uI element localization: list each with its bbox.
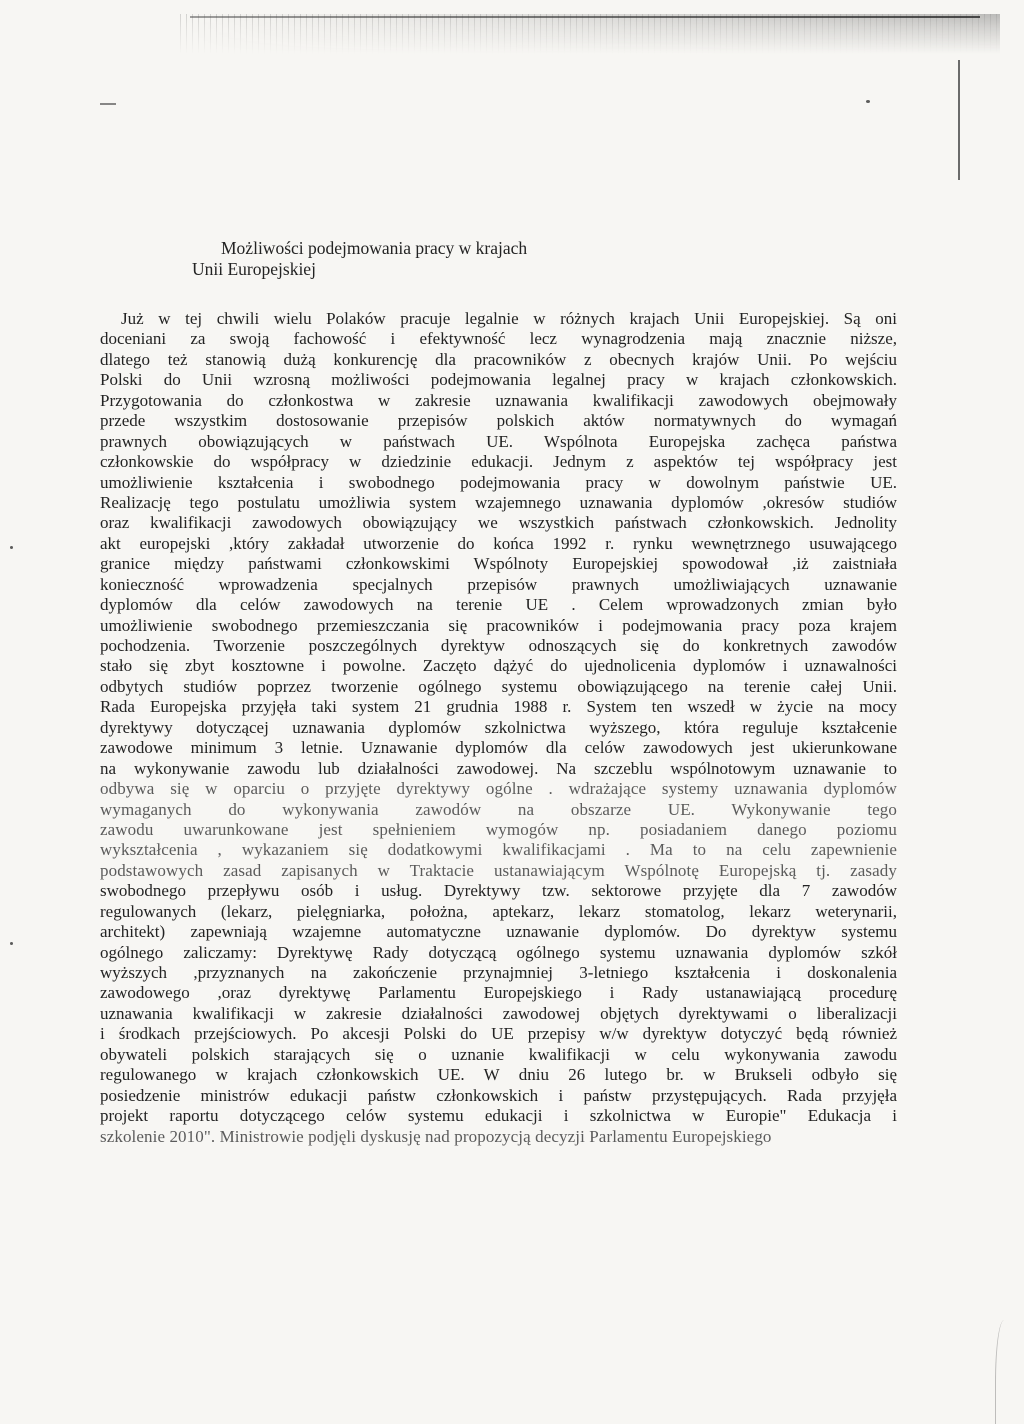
body-line: pochodzenia. Tworzenie poszczególnych dyrektyw odnoszących się do konkretnych zawodów [100, 636, 897, 655]
body-line: szkolenie 2010". Ministrowie podjęli dyskusję nad propozycją decyzji Parlamentu Europejskiego [100, 1126, 772, 1146]
body-line: konieczność wprowadzenia specjalnych przepisów prawnych umożliwiających uznawanie [100, 574, 897, 594]
body-line: dyplomów dla celów zawodowych na terenie UE . Celem wprowadzonych zmian było [100, 595, 897, 615]
body-line: akt europejski ,który zakładał utworzenie do końca 1992 r. rynku wewnętrznego usuwającego [100, 533, 897, 553]
body-line: zawodowe minimum 3 letnie. Uznawanie dyplomów dla celów zawodowych jest ukierunkowane [100, 738, 897, 758]
body-line: uznawania kwalifikacji w zakresie działalności zawodowej objętych dyrektywami o liberalizacji [100, 1003, 897, 1023]
scan-artifact-page-curl [995, 1320, 1010, 1424]
body-line: na wykonywanie zawodu lub działalności zawodowej. Na szczeblu wspólnotowym uznawanie to [100, 758, 897, 778]
body-line: zawodu uwarunkowane jest spełnieniem wymogów np. posiadaniem danego poziomu [100, 819, 897, 839]
body-line: Polski do Unii wzrosną możliwości podejmowania legalnej pracy w krajach członkowskich. [100, 370, 897, 390]
body-line: członkowskie do współpracy w dziedzinie edukacji. Jednym z aspektów tej współpracy jest [100, 452, 897, 472]
body-line: dyrektywy dotyczącej uznawania dyplomów szkolnictwa wyższego, która reguluje kształcenie [100, 717, 897, 737]
body-line: Już w tej chwili wielu Polaków pracuje legalnie w różnych krajach Unii Europejskiej. Są oni [121, 309, 897, 328]
body-line: wykształcenia , wykazaniem się dodatkowymi kwalifikacjami . Ma to na celu zapewnienie [100, 840, 897, 860]
body-line: odbytych studiów poprzez tworzenie ogólnego systemu obowiązującego na terenie całej Unii. [100, 676, 897, 696]
body-line: umożliwienie kształcenia i swobodnego podejmowania pracy w dowolnym państwie UE. [100, 472, 897, 492]
body-line: granice między państwami członkowskimi Wspólnoty Europejskiej spowodował ,iż zaistniała [100, 554, 897, 574]
body-line: posiedzenie ministrów edukacji państw członkowskich i państw przystępujących. Rada przyjęła [100, 1085, 897, 1105]
scan-artifact-right-line [958, 60, 960, 180]
body-line: wyższych ,przyznanych na zakończenie przynajmniej 3-letniego kształcenia i doskonalenia [100, 963, 897, 982]
document-title [0, 238, 1024, 280]
body-line: ogólnego zaliczamy: Dyrektywę Rady dotyczącą ogólnego systemu uznawania dyplomów szkół [100, 942, 897, 962]
body-line: doceniani za swoją fachowość i efektywność lecz wynagrodzenia mają znacznie niższe, [100, 329, 897, 349]
body-line: Realizację tego postulatu umożliwia system wzajemnego uznawania dyplomów ,okresów studiów [100, 492, 897, 512]
body-line: regulowanych (lekarz, pielęgniarka, położna, aptekarz, lekarz stomatolog, lekarz weterynarii, [100, 901, 897, 921]
body-line: przede wszystkim dostosowanie przepisów polskich aktów normatywnych do wymagań [100, 411, 897, 431]
body-line: swobodnego przepływu osób i usług. Dyrektywy tzw. sektorowe przyjęte dla 7 zawodów [100, 881, 897, 901]
body-line: projekt raportu dotyczącego celów systemu edukacji i szkolnictwa w Europie" Edukacja i [100, 1106, 897, 1126]
body-line: obywateli polskich starających się o uznanie kwalifikacji w celu wykonywania zawodu [100, 1044, 897, 1064]
scan-artifact-dot [866, 100, 870, 103]
body-line: zawodowego ,oraz dyrektywę Parlamentu Europejskiego i Rady ustanawiającą procedurę [100, 983, 897, 1003]
body-line: architekt) zapewniają wzajemne automatyczne uznawanie dyplomów. Do dyrektyw systemu [100, 922, 897, 942]
body-line: wymaganych do wykonywania zawodów na obszarze UE. Wykonywanie tego [100, 799, 897, 819]
body-line: odbywa się w oparciu o przyjęte dyrektywy ogólne . wdrażające systemy uznawania dyplomów [100, 779, 897, 799]
body-line: umożliwienie swobodnego przemieszczania się pracowników i podejmowania pracy poza krajem [100, 615, 897, 635]
body-line: i środkach przejściowych. Po akcesji Polski do UE przepisy w/w dyrektyw dotyczyć będą również [100, 1024, 897, 1044]
body-line: Przygotowania do członkostwa w zakresie uznawania kwalifikacji zawodowych obejmowały [100, 390, 897, 410]
scan-artifact-top-band [180, 14, 1000, 54]
scan-artifact-top-line [190, 16, 980, 18]
body-line: prawnych obowiązujących w państwach UE. Wspólnota Europejska zachęca państwa [100, 431, 897, 451]
scan-artifact-dot [10, 546, 13, 549]
document-title-line-2: Unii Europejskiej [192, 259, 316, 279]
body-line: Rada Europejska przyjęła taki system 21 grudnia 1988 r. System ten wszedł w życie na mocy [100, 697, 897, 717]
scan-artifact-dash [100, 103, 116, 105]
body-line: dlatego też stanowią dużą konkurencję dla pracowników z obecnych krajów Unii. Po wejściu [100, 349, 897, 369]
body-line: oraz kwalifikacji zawodowych obowiązujący we wszystkich państwach członkowskich. Jednolity [100, 513, 897, 533]
scan-artifact-dot [10, 942, 13, 945]
body-line: regulowanego w krajach członkowskich UE. W dniu 26 lutego br. w Brukseli odbyło się [100, 1065, 897, 1085]
document-body [100, 309, 897, 1147]
body-line: podstawowych zasad zapisanych w Traktacie ustanawiającym Wspólnotę Europejską tj. zasady [100, 860, 897, 880]
body-line: stało się zbyt kosztowne i powolne. Zaczęto dążyć do ujednolicenia dyplomów i uznawalności [100, 656, 897, 676]
document-title-line-1: Możliwości podejmowania pracy w krajach [221, 238, 528, 258]
